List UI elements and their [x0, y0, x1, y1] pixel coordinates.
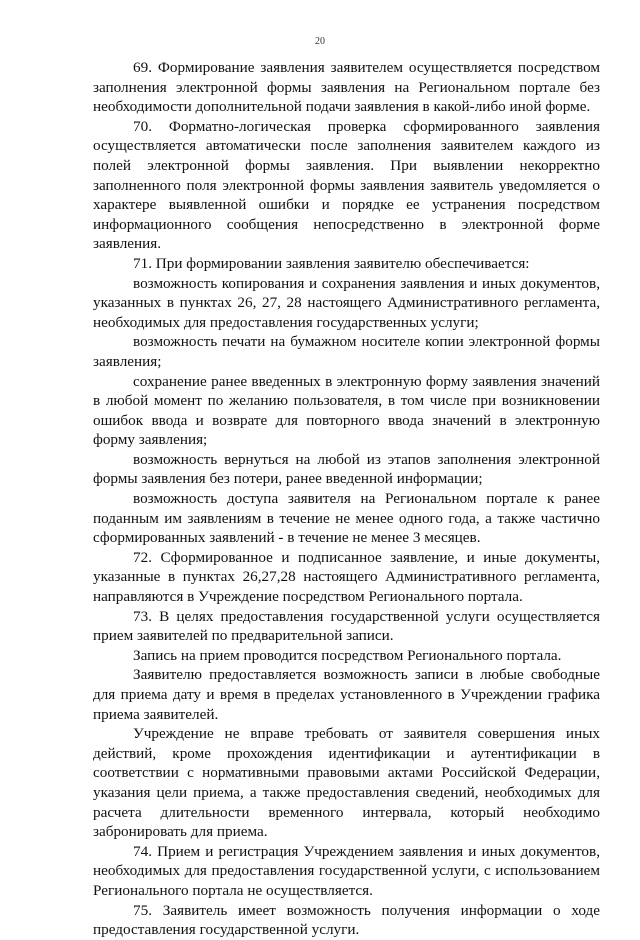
- paragraph-73: 73. В целях предоставления государственной услуги осуществляется прием заявителей по предварительной записи.: [93, 607, 600, 645]
- list-item-save-values: сохранение ранее введенных в электронную форму заявления значений в любой момент по желанию пользователя, в том числе при возникновении ошибок ввода и возврате для повторного ввода значений в электронную форму заявления;: [93, 372, 600, 449]
- paragraph-69: 69. Формирование заявления заявителем осуществляется посредством заполнения электронной формы заявления на Региональном портале без необходимости дополнительной подачи заявления в какой-либо иной форме.: [93, 59, 600, 116]
- page-number: 20: [315, 36, 325, 47]
- paragraph-75: 75. Заявитель имеет возможность получения информации о ходе предоставления государственной услуги.: [93, 901, 600, 939]
- paragraph-appointment: Запись на прием проводится посредством Регионального портала.: [133, 646, 562, 664]
- list-item-return-stage: возможность вернуться на любой из этапов заполнения электронной формы заявления без потери, ранее введенной информации;: [93, 450, 600, 488]
- paragraph-71: 71. При формировании заявления заявителю обеспечивается:: [133, 254, 530, 272]
- paragraph-institution-restrictions: Учреждение не вправе требовать от заявителя совершения иных действий, кроме прохождения идентификации и аутентификации в соответствии с нормативными правовыми актами Российской Федерации, указания цели приема, а также предоставления сведений, необходимых для расчета длительности временного интервала, который необходимо забронировать для приема.: [93, 725, 600, 841]
- document-body: [93, 58, 600, 940]
- paragraph-appointment-options: Заявителю предоставляется возможность записи в любые свободные для приема дату и время в пределах установленного в Учреждении графика приема заявителей.: [93, 666, 600, 723]
- paragraph-74: 74. Прием и регистрация Учреждением заявления и иных документов, необходимых для предоставления государственной услуги, с использованием Регионального портала не осуществляется.: [93, 842, 600, 899]
- list-item-copy-save: возможность копирования и сохранения заявления и иных документов, указанных в пунктах 26, 27, 28 настоящего Административного регламента, необходимых для предоставления государственных услуги;: [93, 274, 600, 331]
- list-item-access-applications: возможность доступа заявителя на Региональном портале к ранее поданным им заявлениям в течение не менее одного года, а также частично сформированных заявлений - в течение не менее 3 месяцев.: [93, 490, 600, 547]
- paragraph-72: 72. Сформированное и подписанное заявление, и иные документы, указанные в пунктах 26,27,28 настоящего Административного регламента, направляются в Учреждение посредством Регионального портала.: [93, 548, 600, 606]
- paragraph-70: 70. Форматно-логическая проверка сформированного заявления осуществляется автоматически после заполнения заявителем каждого из полей электронной формы заявления. При выявлении некорректно заполненного поля электронной формы заявления заявитель уведомляется о характере выявленной ошибки и порядке ее устранения посредством информационного сообщения непосредственно в электронной форме заявления.: [93, 117, 600, 253]
- list-item-print: возможность печати на бумажном носителе копии электронной формы заявления;: [93, 333, 600, 370]
